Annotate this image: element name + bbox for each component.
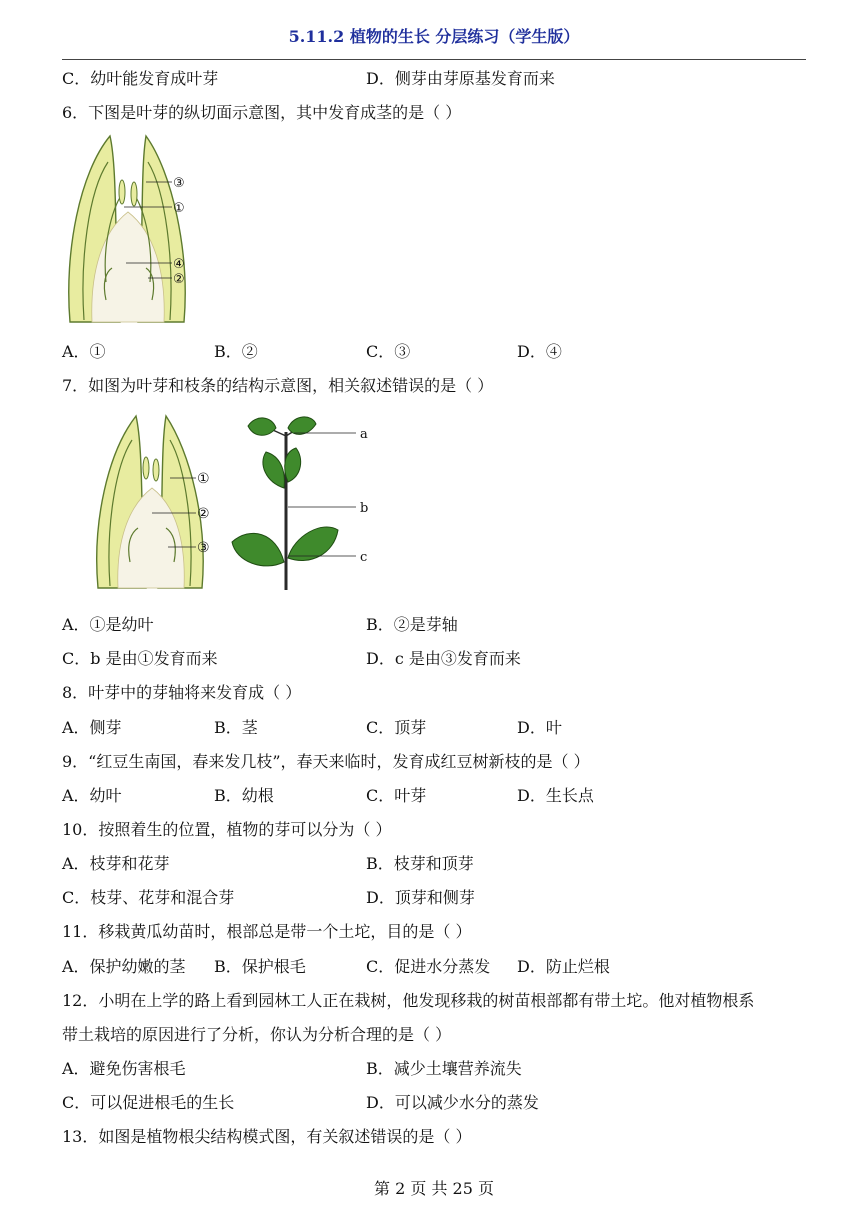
q9-option-a: A．幼叶: [62, 786, 122, 805]
q12-option-d: D．可以减少水分的蒸发: [366, 1093, 539, 1112]
q6-option-a: A．①: [62, 342, 106, 361]
branch-drawing: [232, 417, 338, 590]
bud-section-drawing: [69, 136, 185, 322]
prev-option-c: C．幼叶能发育成叶芽: [62, 69, 219, 88]
q13-stem: 13．如图是植物根尖结构模式图，有关叙述错误的是（ ）: [62, 1127, 472, 1146]
q12-stem-line1: 12．小明在上学的路上看到园林工人正在栽树，他发现移栽的树苗根部都有带土坨。他对植物根系: [62, 991, 755, 1010]
q11-option-c: C．促进水分蒸发: [366, 957, 491, 976]
q9-option-d: D．生长点: [517, 786, 594, 805]
q8-option-b: B．茎: [214, 718, 258, 737]
q12-stem-line2: 带土栽培的原因进行了分析，你认为分析合理的是（ ）: [62, 1025, 452, 1044]
q6-option-d: D．④: [517, 342, 562, 361]
bud-section-drawing: [97, 416, 203, 588]
q7-bud-label-2: ②: [197, 506, 210, 522]
q7-option-a: A．①是幼叶: [62, 615, 154, 634]
q6-label-2: ②: [173, 272, 185, 287]
q10-option-a: A．枝芽和花芽: [62, 854, 170, 873]
q7-leaf-bud-diagram: [90, 412, 220, 592]
q12-option-a: A．避免伤害根毛: [62, 1059, 186, 1078]
page-footer: 第 2 页 共 25 页: [374, 1179, 494, 1198]
q9-stem: 9．“红豆生南国，春来发几枝”，春天来临时，发育成红豆树新枝的是（ ）: [62, 752, 590, 771]
prev-option-d: D．侧芽由芽原基发育而来: [366, 69, 555, 88]
q9-option-c: C．叶芽: [366, 786, 427, 805]
q11-option-b: B．保护根毛: [214, 957, 306, 976]
q12-option-b: B．减少土壤营养流失: [366, 1059, 522, 1078]
q10-option-b: B．枝芽和顶芽: [366, 854, 474, 873]
q7-option-d: D．c 是由③发育而来: [366, 649, 521, 668]
q8-option-d: D．叶: [517, 718, 562, 737]
q7-option-c: C．b 是由①发育而来: [62, 649, 218, 668]
q8-option-c: C．顶芽: [366, 718, 427, 737]
q8-option-a: A．侧芽: [62, 718, 122, 737]
q6-label-4: ④: [173, 257, 185, 272]
page-header-title: 5.11.2 植物的生长 分层练习（学生版）: [288, 27, 580, 46]
q7-bud-label-1: ①: [197, 471, 210, 487]
q10-stem: 10．按照着生的位置，植物的芽可以分为（ ）: [62, 820, 392, 839]
q7-bud-label-3: ③: [197, 540, 210, 556]
q7-branch-label-c: c: [360, 550, 368, 565]
q7-stem: 7．如图为叶芽和枝条的结构示意图，相关叙述错误的是（ ）: [62, 376, 494, 395]
q7-branch-label-a: a: [360, 427, 368, 442]
q11-option-d: D．防止烂根: [517, 957, 610, 976]
q6-leaf-bud-diagram: [62, 132, 202, 328]
q10-option-c: C．枝芽、花芽和混合芽: [62, 888, 235, 907]
q6-label-3: ③: [173, 176, 185, 191]
q12-option-c: C．可以促进根毛的生长: [62, 1093, 235, 1112]
header-divider: [62, 59, 806, 60]
q7-branch-diagram: [228, 412, 378, 602]
q6-stem: 6．下图是叶芽的纵切面示意图，其中发育成茎的是（ ）: [62, 103, 462, 122]
q6-label-1: ①: [173, 201, 185, 216]
q11-option-a: A．保护幼嫩的茎: [62, 957, 186, 976]
q9-option-b: B．幼根: [214, 786, 274, 805]
q7-option-b: B．②是芽轴: [366, 615, 458, 634]
q7-branch-label-b: b: [360, 501, 369, 516]
q6-option-b: B．②: [214, 342, 258, 361]
q8-stem: 8．叶芽中的芽轴将来发育成（ ）: [62, 683, 302, 702]
q6-option-c: C．③: [366, 342, 411, 361]
q11-stem: 11．移栽黄瓜幼苗时，根部总是带一个土坨，目的是（ ）: [62, 922, 472, 941]
q10-option-d: D．顶芽和侧芽: [366, 888, 475, 907]
